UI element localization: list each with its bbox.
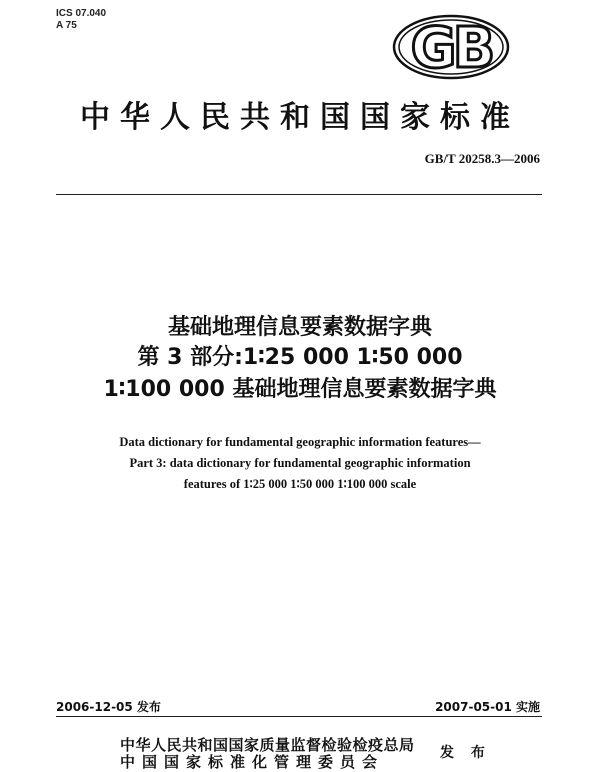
- bottom-rule: [56, 716, 542, 717]
- ics-code: ICS 07.040: [56, 8, 107, 19]
- cn-title-line-3: 1∶100 000 基础地理信息要素数据字典: [103, 377, 497, 402]
- issue-date: 2006-12-05 发布: [56, 700, 161, 714]
- logo-text: GB: [410, 16, 492, 80]
- gb-logo: [392, 14, 510, 80]
- issuer-line-2: 中国国家标准化管理委员会: [120, 753, 385, 771]
- issuer-line-1: 中华人民共和国国家质量监督检验检疫总局: [120, 736, 415, 754]
- en-title-line-2: Part 3: data dictionary for fundamental geographic information: [129, 456, 471, 470]
- top-rule: [56, 194, 542, 195]
- class-code: A 75: [56, 20, 77, 31]
- organization-title: 中华人民共和国国家标准: [80, 100, 520, 135]
- cn-title-line-2: 第 3 部分:1∶25 000 1∶50 000: [137, 345, 463, 370]
- cn-title-line-1: 基础地理信息要素数据字典: [167, 315, 432, 340]
- en-title-line-3: features of 1∶25 000 1∶50 000 1∶100 000 scale: [183, 477, 417, 491]
- en-title-line-1: Data dictionary for fundamental geographic information features—: [119, 435, 481, 449]
- publish-label: 发 布: [440, 745, 491, 761]
- standard-number: GB/T 20258.3—2006: [424, 151, 540, 166]
- implement-date: 2007-05-01 实施: [435, 700, 540, 714]
